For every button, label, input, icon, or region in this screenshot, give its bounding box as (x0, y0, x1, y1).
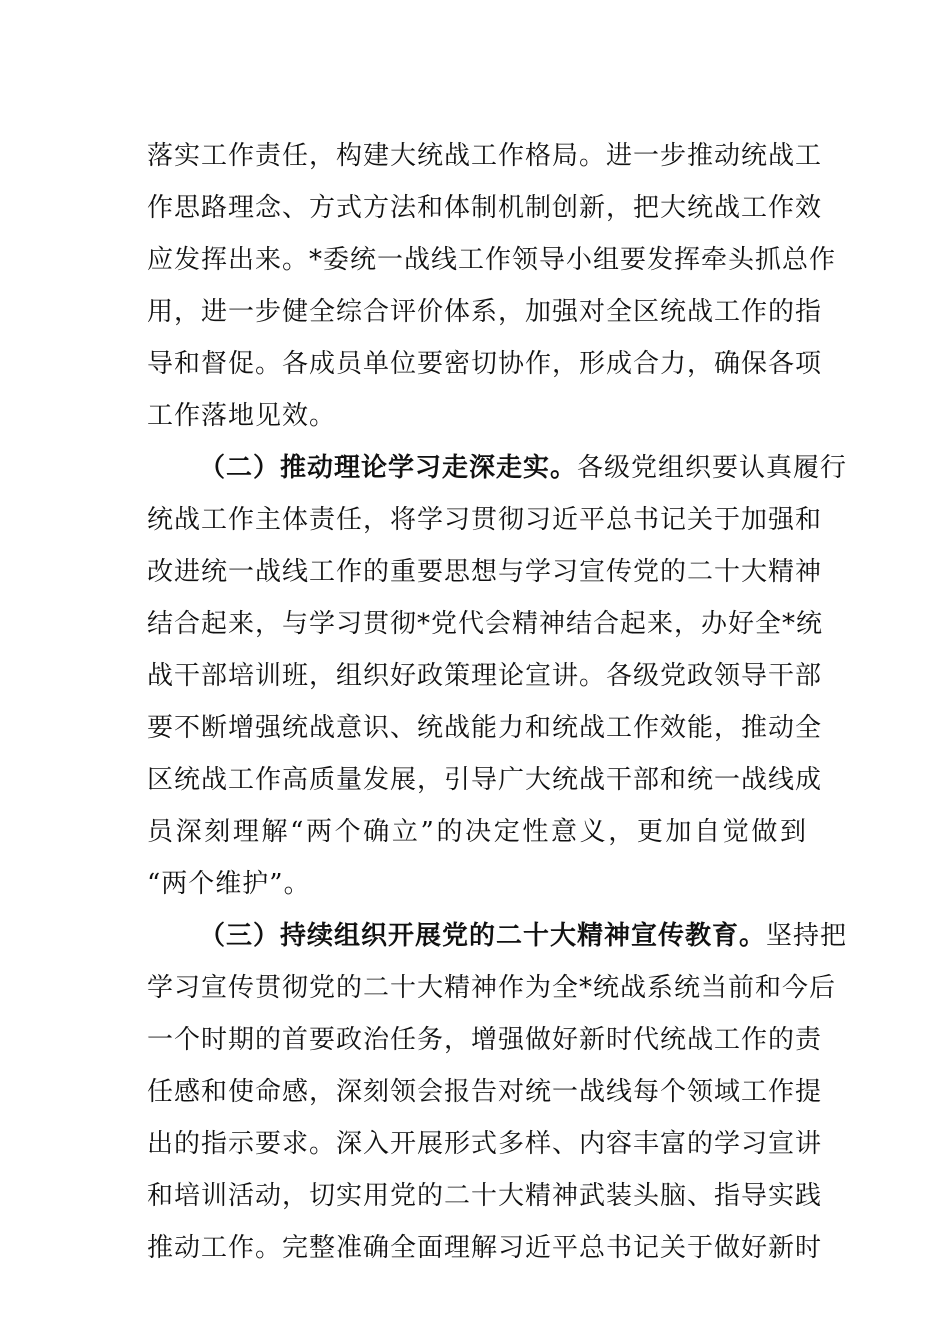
body-line: 战干部培训班，组织好政策理论宣讲。各级党政领导干部 (147, 661, 823, 691)
body-line: 要不断增强统战意识、统战能力和统战工作效能，推动全 (147, 713, 823, 743)
body-line: 落实工作责任，构建大统战工作格局。进一步推动统战工 (147, 141, 823, 171)
body-line: 改进统一战线工作的重要思想与学习宣传党的二十大精神 (147, 557, 823, 587)
section-text: 坚持把 (766, 921, 848, 951)
body-line: 导和督促。各成员单位要密切协作，形成合力，确保各项 (147, 349, 823, 379)
body-line: 一个时期的首要政治任务，增强做好新时代统战工作的责 (147, 1025, 823, 1055)
section-heading: （三）持续组织开展党的二十大精神宣传教育。 (199, 921, 767, 951)
body-line: 工作落地见效。 (147, 401, 337, 431)
body-line: 统战工作主体责任，将学习贯彻习近平总书记关于加强和 (147, 505, 823, 535)
document-body (147, 130, 848, 1274)
body-line: 推动工作。完整准确全面理解习近平总书记关于做好新时 (147, 1233, 823, 1263)
body-line: 结合起来，与学习贯彻*党代会精神结合起来，办好全*统 (147, 609, 824, 639)
body-line: 区统战工作高质量发展，引导广大统战干部和统一战线成 (147, 765, 823, 795)
body-line: 作思路理念、方式方法和体制机制创新，把大统战工作效 (147, 193, 823, 223)
section-line (147, 442, 848, 494)
body-line: 学习宣传贯彻党的二十大精神作为全*统战系统当前和今后 (147, 973, 837, 1003)
body-line: 应发挥出来。*委统一战线工作领导小组要发挥牵头抓总作 (147, 245, 837, 275)
body-line: 出的指示要求。深入开展形式多样、内容丰富的学习宣讲 (147, 1129, 823, 1159)
body-line: “两个维护”。 (147, 869, 311, 899)
body-line: 任感和使命感，深刻领会报告对统一战线每个领域工作提 (147, 1077, 823, 1107)
section-heading: （二）推动理论学习走深走实。 (199, 453, 578, 483)
body-line: 员深刻理解“两个确立”的决定性意义，更加自觉做到 (147, 817, 807, 847)
body-line: 用，进一步健全综合评价体系，加强对全区统战工作的指 (147, 297, 823, 327)
section-line (147, 910, 848, 962)
section-text: 各级党组织要认真履行 (577, 453, 848, 483)
body-line: 和培训活动，切实用党的二十大精神武装头脑、指导实践 (147, 1181, 823, 1211)
